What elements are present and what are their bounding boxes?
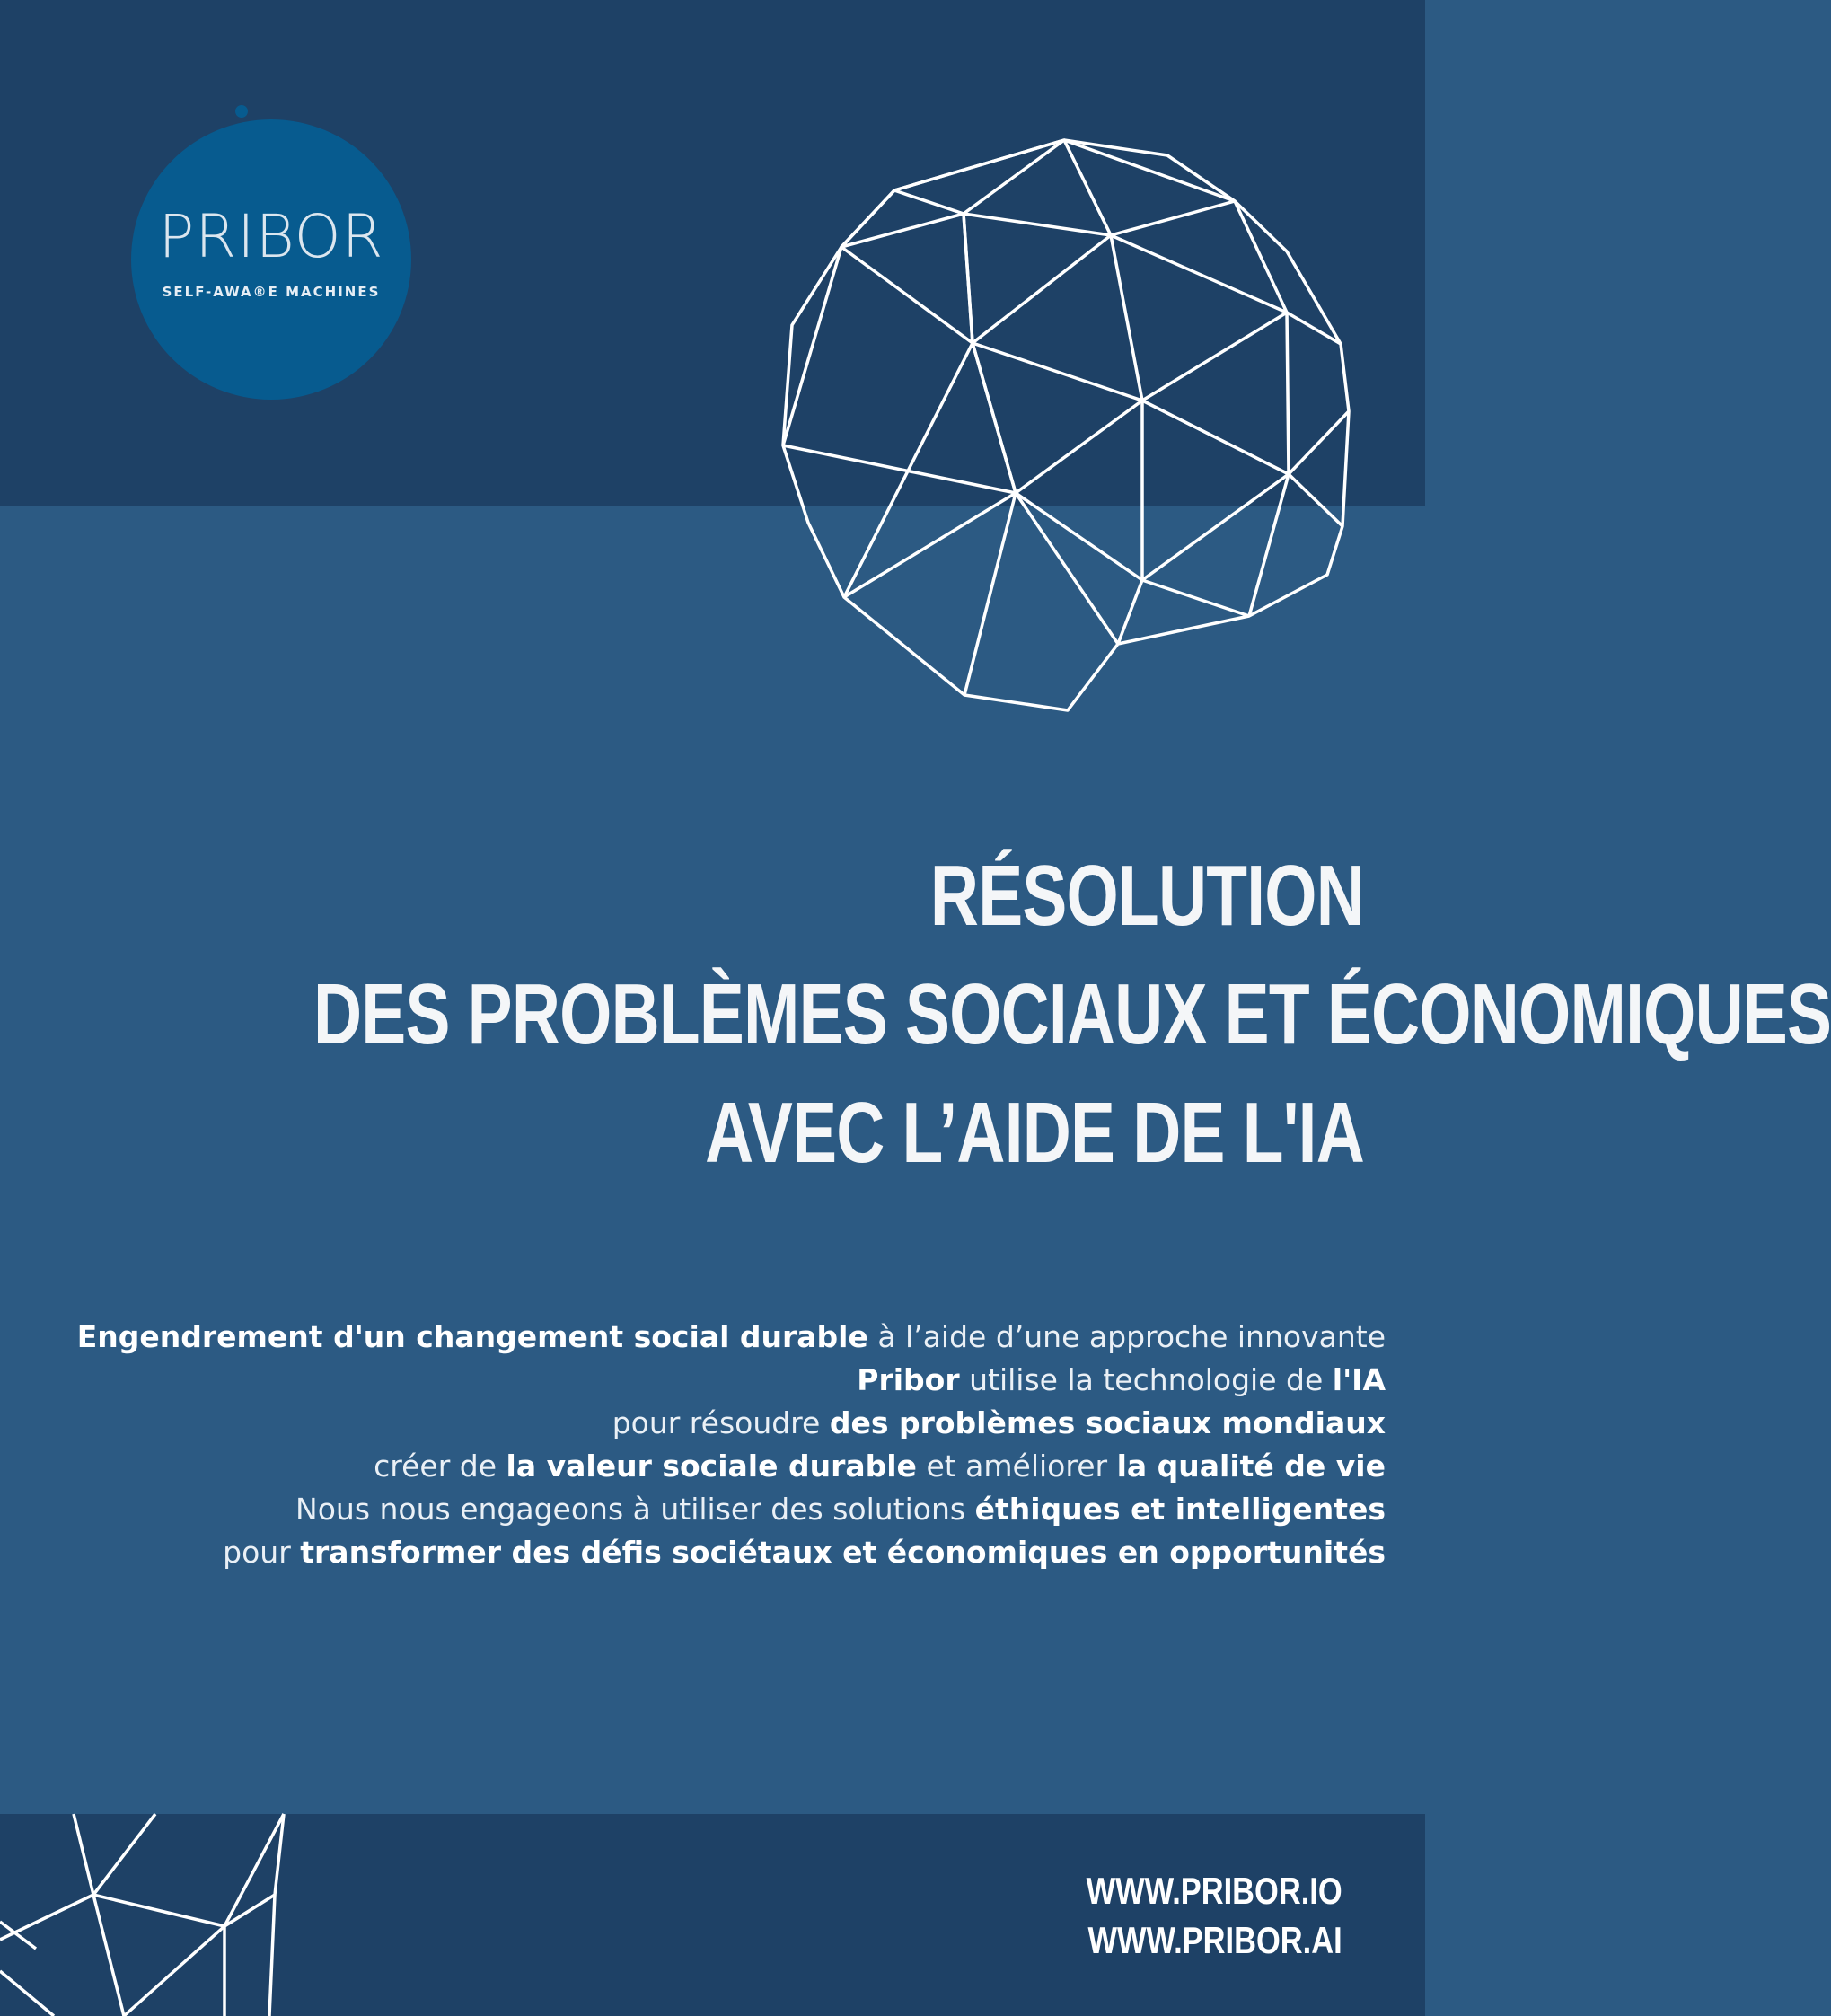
geodesic-net-icon [0, 1814, 296, 2016]
title-line-2: DES PROBLÈMES SOCIAUX ET ÉCONOMIQUES [313, 966, 1831, 1062]
mission-line [39, 1445, 1386, 1488]
mission-text: à l’aide d’une approche innovante [867, 1319, 1386, 1354]
pribor-logo [131, 119, 411, 400]
mission-line [39, 1359, 1386, 1402]
mission-emphasis: éthiques et intelligentes [974, 1492, 1386, 1527]
mission-emphasis: Engendrement d'un changement social durable [76, 1319, 868, 1354]
mission-emphasis: transformer des défis sociétaux et économiques en opportunités [300, 1535, 1386, 1570]
mission-text: et améliorer [916, 1448, 1117, 1483]
logo-wordmark: PRIBOR [158, 202, 384, 271]
geodesic-sphere-icon [772, 126, 1356, 718]
logo-dot [235, 105, 248, 118]
mission-emphasis: la qualité de vie [1116, 1448, 1386, 1483]
mission-line [39, 1488, 1386, 1531]
url-pribor-io[interactable]: WWW.PRIBOR.IO [1086, 1870, 1342, 1912]
mission-text: Nous nous engageons à utiliser des solutions [295, 1492, 975, 1527]
url-pribor-ai[interactable]: WWW.PRIBOR.AI [1087, 1919, 1342, 1961]
mission-line [39, 1402, 1386, 1445]
mission-text: pour résoudre [612, 1405, 830, 1440]
website-links [1087, 1866, 1342, 1965]
mission-emphasis: l'IA [1332, 1362, 1386, 1397]
logo-tagline: SELF-AWA®E MACHINES [162, 284, 381, 300]
mission-text: pour [223, 1535, 301, 1570]
mission-emphasis: des problèmes sociaux mondiaux [829, 1405, 1386, 1440]
poster-title [313, 837, 1831, 1193]
mission-emphasis: la valeur sociale durable [506, 1448, 917, 1483]
mission-line [39, 1316, 1386, 1359]
title-line-1: RÉSOLUTION [929, 848, 1364, 944]
mission-text: utilise la technologie de [959, 1362, 1333, 1397]
title-line-3: AVEC L’AIDE DE L'IA [705, 1085, 1364, 1181]
mission-line [39, 1531, 1386, 1574]
mission-statement [39, 1316, 1386, 1574]
mission-emphasis: Pribor [857, 1362, 960, 1397]
mission-text: créer de [374, 1448, 506, 1483]
